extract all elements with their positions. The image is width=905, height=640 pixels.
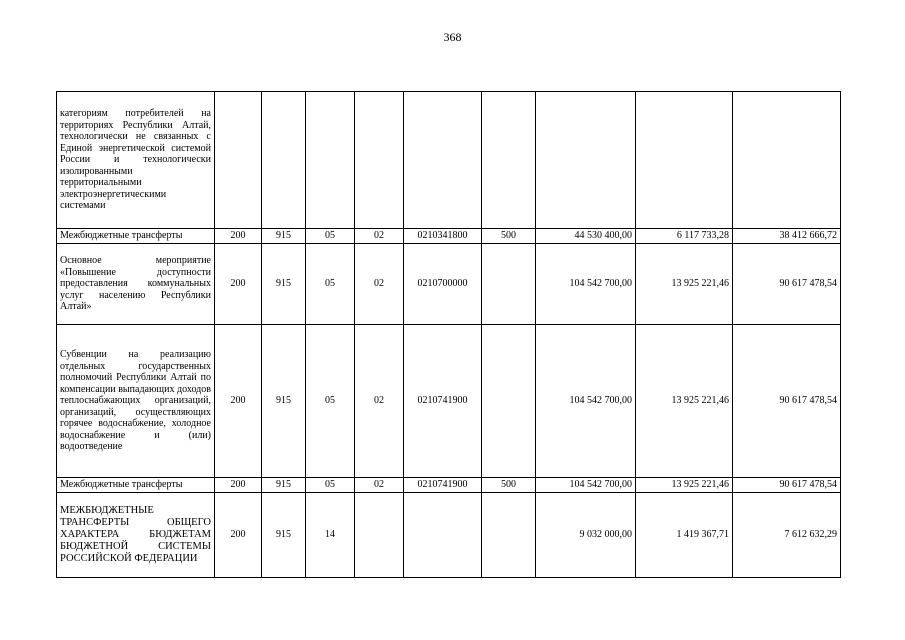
subsection-code: 02 xyxy=(355,244,404,325)
subsection-code: 02 xyxy=(355,325,404,478)
target-article: 0210341800 xyxy=(404,229,482,244)
remaining-amount: 38 412 666,72 xyxy=(733,229,841,244)
table-row xyxy=(57,244,841,325)
expense-type xyxy=(482,244,536,325)
section-code: 05 xyxy=(306,325,355,478)
plan-amount: 104 542 700,00 xyxy=(536,325,636,478)
target-article: 0210741900 xyxy=(404,478,482,493)
actual-amount: 13 925 221,46 xyxy=(636,478,733,493)
subsection-code: 02 xyxy=(355,478,404,493)
row-name: Межбюджетные трансферты xyxy=(57,229,215,244)
actual-amount xyxy=(636,92,733,229)
actual-amount: 13 925 221,46 xyxy=(636,325,733,478)
table-row xyxy=(57,493,841,578)
expense-type xyxy=(482,325,536,478)
plan-amount: 104 542 700,00 xyxy=(536,244,636,325)
table-row xyxy=(57,229,841,244)
section-code: 05 xyxy=(306,229,355,244)
table-row xyxy=(57,92,841,229)
department-code: 915 xyxy=(262,325,306,478)
subsection-code xyxy=(355,493,404,578)
ministry-code: 200 xyxy=(215,325,262,478)
table-row xyxy=(57,325,841,478)
plan-amount xyxy=(536,92,636,229)
row-name: Основное мероприятие «Повышение доступности предоставления коммунальных услуг населению Республики Алтай» xyxy=(57,244,215,325)
row-name: Межбюджетные трансферты xyxy=(57,478,215,493)
department-code: 915 xyxy=(262,244,306,325)
ministry-code: 200 xyxy=(215,478,262,493)
remaining-amount: 90 617 478,54 xyxy=(733,478,841,493)
department-code: 915 xyxy=(262,493,306,578)
section-code: 05 xyxy=(306,244,355,325)
ministry-code: 200 xyxy=(215,244,262,325)
expense-type xyxy=(482,92,536,229)
remaining-amount: 90 617 478,54 xyxy=(733,325,841,478)
expense-type xyxy=(482,493,536,578)
department-code: 915 xyxy=(262,229,306,244)
subsection-code xyxy=(355,92,404,229)
remaining-amount: 7 612 632,29 xyxy=(733,493,841,578)
row-name: категориям потребителей на территориях Республики Алтай, технологически не связанных с Единой энергетической системой России и технологически изолированными территориальными электроэнергетическими системами xyxy=(57,92,215,229)
row-name: Субвенции на реализацию отдельных государственных полномочий Республики Алтай по компенсации выпадающих доходов теплоснабжающих организаций, организаций, осуществляющих горячее водоснабжение, холодное водоснабжение и (или) водоотведение xyxy=(57,325,215,478)
target-article: 0210741900 xyxy=(404,325,482,478)
section-code: 05 xyxy=(306,478,355,493)
plan-amount: 9 032 000,00 xyxy=(536,493,636,578)
plan-amount: 104 542 700,00 xyxy=(536,478,636,493)
department-code: 915 xyxy=(262,478,306,493)
target-article xyxy=(404,493,482,578)
section-code xyxy=(306,92,355,229)
ministry-code xyxy=(215,92,262,229)
budget-table xyxy=(56,91,841,578)
actual-amount: 1 419 367,71 xyxy=(636,493,733,578)
remaining-amount: 90 617 478,54 xyxy=(733,244,841,325)
actual-amount: 13 925 221,46 xyxy=(636,244,733,325)
target-article xyxy=(404,92,482,229)
page-number: 368 xyxy=(443,30,462,44)
department-code xyxy=(262,92,306,229)
plan-amount: 44 530 400,00 xyxy=(536,229,636,244)
expense-type: 500 xyxy=(482,229,536,244)
target-article: 0210700000 xyxy=(404,244,482,325)
remaining-amount xyxy=(733,92,841,229)
ministry-code: 200 xyxy=(215,493,262,578)
ministry-code: 200 xyxy=(215,229,262,244)
expense-type: 500 xyxy=(482,478,536,493)
actual-amount: 6 117 733,28 xyxy=(636,229,733,244)
table-row xyxy=(57,478,841,493)
row-name: МЕЖБЮДЖЕТНЫЕ ТРАНСФЕРТЫ ОБЩЕГО ХАРАКТЕРА БЮДЖЕТАМ БЮДЖЕТНОЙ СИСТЕМЫ РОССИЙСКОЙ ФЕДЕРАЦИИ xyxy=(57,493,215,578)
section-code: 14 xyxy=(306,493,355,578)
subsection-code: 02 xyxy=(355,229,404,244)
